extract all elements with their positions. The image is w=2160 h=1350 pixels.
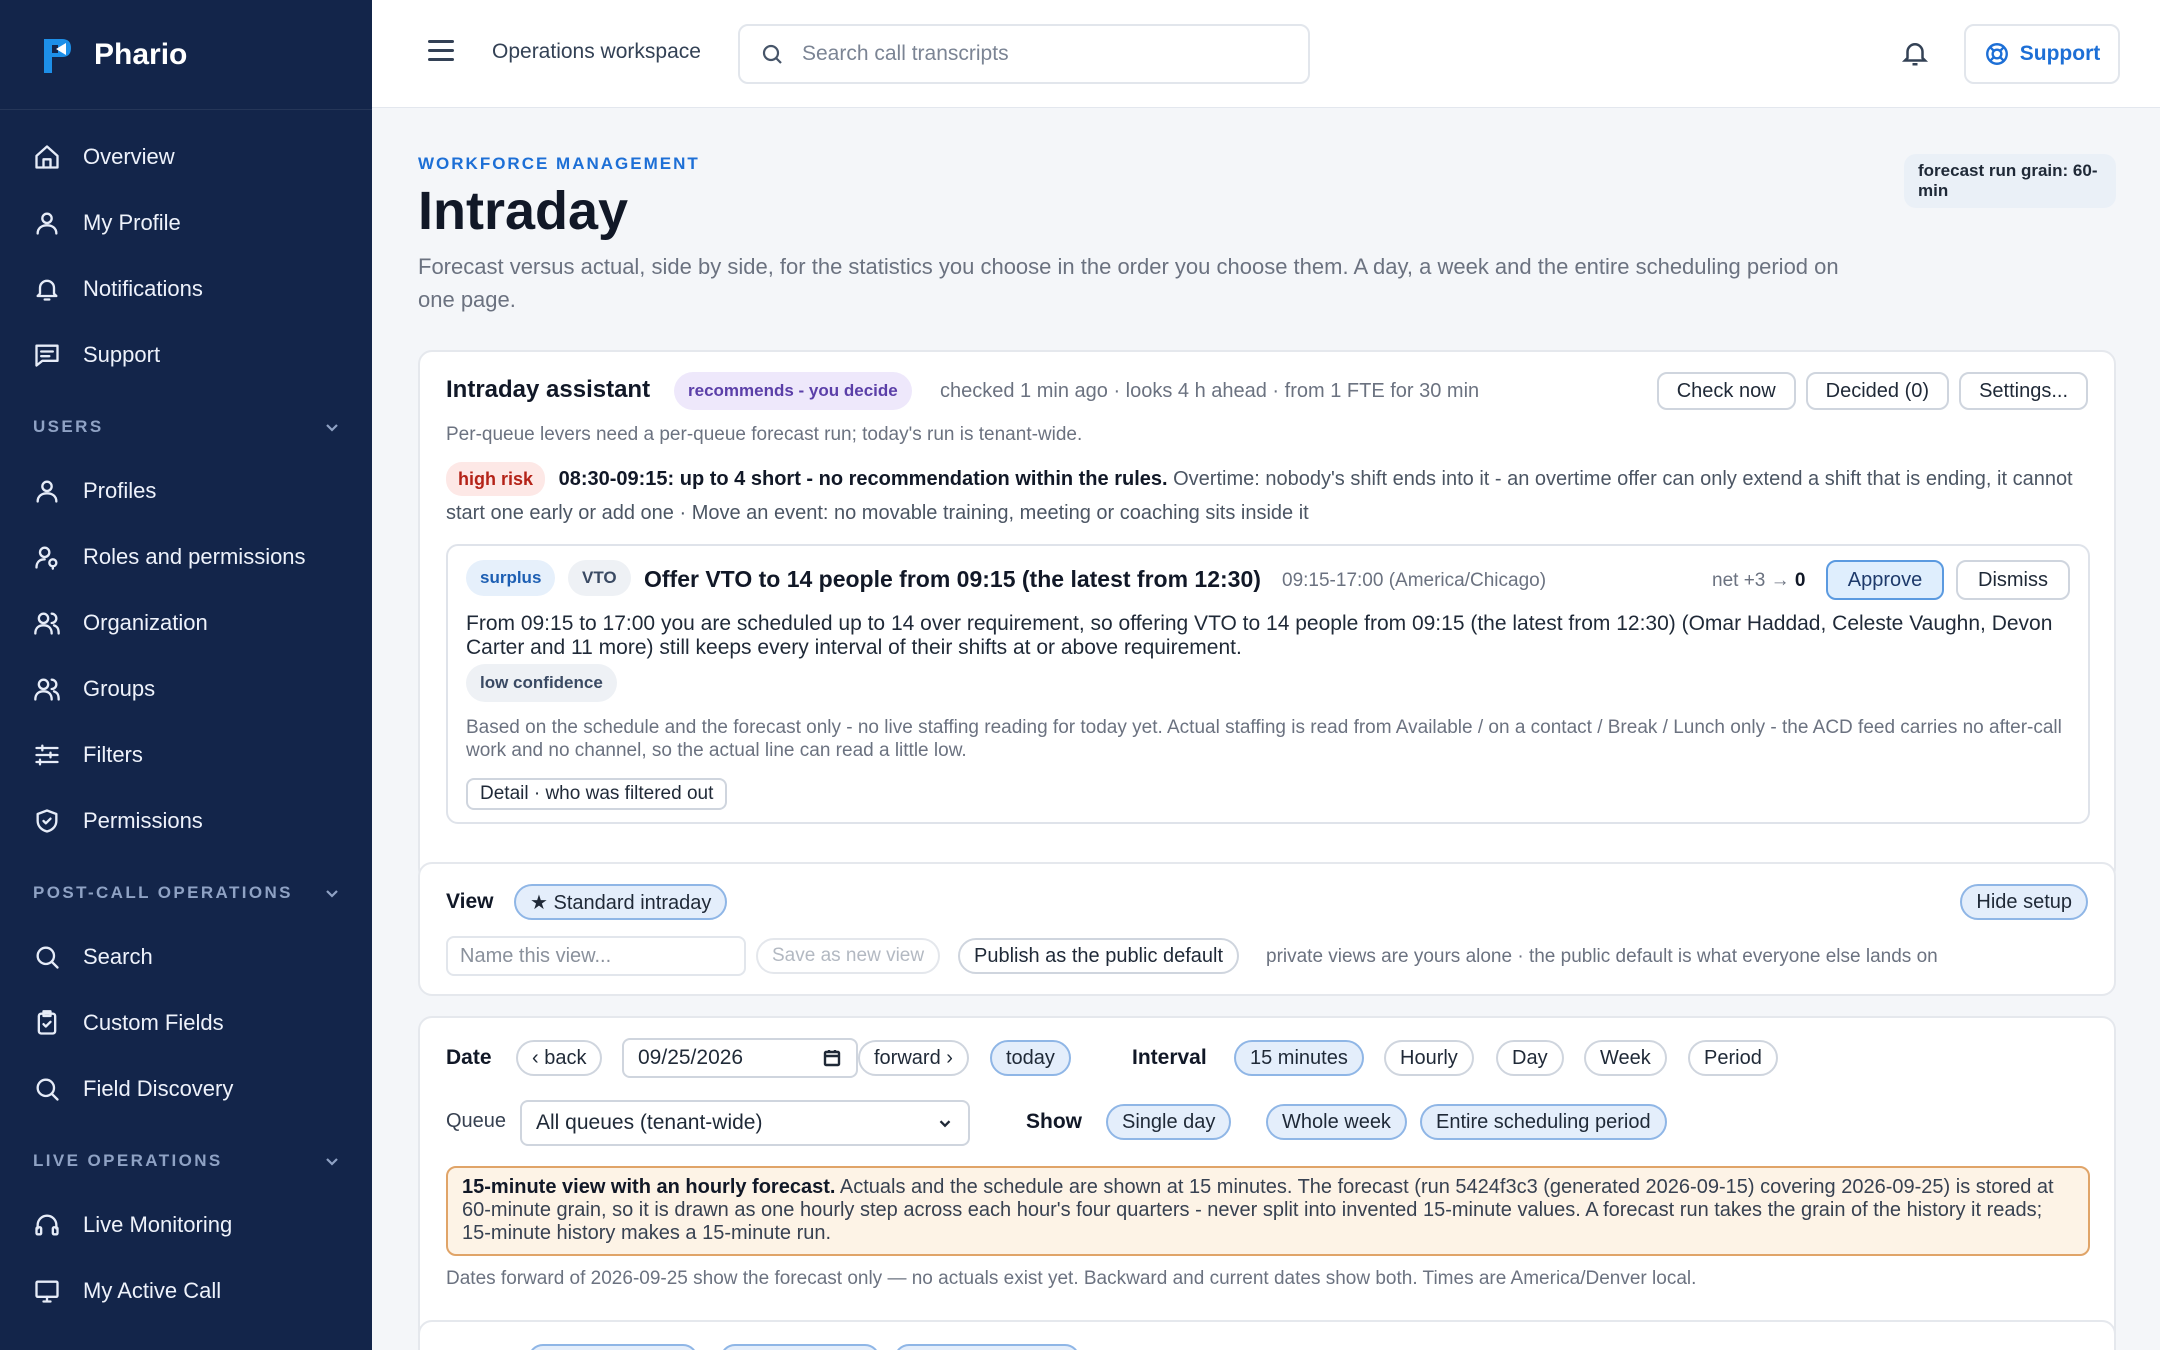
sliders-icon [33,741,61,769]
sidebar-item-live-monitoring[interactable] [0,1192,372,1258]
net-value: 0 [1794,570,1806,591]
publish-default-button[interactable]: Publish as the public default [958,938,1239,974]
chevron-down-icon [322,417,342,437]
user-icon [33,209,61,237]
lifebuoy-icon [1984,41,2010,67]
sidebar [0,0,372,1350]
back-button[interactable]: ‹ back [516,1040,602,1076]
search-input[interactable] [802,42,1282,66]
show-whole-week[interactable]: Whole week [1266,1104,1407,1140]
risk-badge: high risk [446,462,545,496]
net-prefix: net +3 → [1712,570,1795,591]
recommendation-title: Offer VTO to 14 people from 09:15 (the latest from 12:30) [644,566,1261,592]
interval-label: Interval [1132,1046,1207,1069]
page-title: Intraday [418,181,629,241]
sidebar-item-custom-fields[interactable] [0,990,372,1056]
sidebar-item-label: Notifications [83,276,203,301]
risk-headline: 08:30-09:15: up to 4 short - no recommendation within the rules. [558,468,1168,490]
users-icon [33,609,61,637]
sidebar-item-label: Filters [83,742,143,767]
clipboard-icon [33,1009,61,1037]
date-label: Date [446,1046,492,1069]
recommendation-time-range: 09:15-17:00 (America/Chicago) [1282,570,1547,591]
next-card-pill[interactable] [720,1344,880,1350]
app-name: Phario [94,37,188,71]
recommendation-card [446,544,2090,824]
recommendation-net [1712,570,1806,592]
user-icon [33,477,61,505]
notifications-bell-icon[interactable] [1900,38,1930,68]
approve-button[interactable]: Approve [1826,560,1944,600]
next-card-pill[interactable] [894,1344,1080,1350]
interval-week[interactable]: Week [1584,1040,1667,1076]
support-label: Support [2019,42,2101,65]
section-title: LIVE OPERATIONS [33,1151,223,1170]
settings-button[interactable]: Settings... [1959,372,2088,410]
search-icon [760,42,784,66]
intraday-assistant-card [418,350,2116,882]
sidebar-item-label: Organization [83,610,208,635]
monitor-icon [33,1277,61,1305]
chevron-down-icon [322,1151,342,1171]
sidebar-item-roles-and-permissions[interactable] [0,524,372,590]
calendar-icon [822,1048,842,1068]
sidebar-item-my-active-call[interactable] [0,1258,372,1324]
notice-title: 15-minute view with an hourly forecast. [462,1176,836,1198]
search-icon [33,943,61,971]
sidebar-item-label: Permissions [83,808,203,833]
sidebar-item-profiles[interactable] [0,458,372,524]
assistant-meta: checked 1 min ago · looks 4 h ahead · from 1 FTE for 30 min [940,380,1480,402]
date-input[interactable] [622,1038,858,1078]
hide-setup-button[interactable]: Hide setup [1960,884,2088,920]
page-eyebrow: WORKFORCE MANAGEMENT [418,154,700,173]
notice-text: Actuals and the schedule are shown at 15 minutes. The forecast (run 5424f3c3 (generated 2026-09-15) covering 2026-09-25) is stored at 60-minute grain, so it is drawn as one hourly step across each hour's four quarters - never split into invented 15-minute values. A forecast run takes the grain of the history it reads; 15-minute history makes a 15-minute run. [462,1176,2054,1244]
view-label: View [446,890,494,913]
sidebar-item-label: Groups [83,676,156,701]
show-entire-period[interactable]: Entire scheduling period [1420,1104,1667,1140]
sidebar-item-label: My Active Call [83,1278,222,1303]
view-name-input[interactable] [446,936,746,976]
assistant-title: Intraday assistant [446,376,651,403]
grain-notice [446,1166,2090,1256]
workspace-label[interactable]: Operations workspace [492,40,701,63]
date-controls-card [418,1016,2116,1350]
sidebar-item-notifications[interactable] [0,256,372,322]
save-as-new-view-button[interactable]: Save as new view [756,938,940,974]
sidebar-item-label: Search [83,944,153,969]
risk-alert [446,462,2096,530]
show-label: Show [1026,1110,1082,1133]
sidebar-item-support[interactable] [0,322,372,388]
bell-icon [33,275,61,303]
assistant-mode-badge: recommends - you decide [674,372,912,410]
assistant-actions [1657,372,2088,410]
brand[interactable] [0,0,372,110]
vto-tag: VTO [568,560,631,596]
date-note: Dates forward of 2026-09-25 show the forecast only — no actuals exist yet. Backward and current dates show both. Times are America/Denver local. [446,1268,1697,1289]
section-title: USERS [33,417,104,436]
sidebar-item-groups[interactable] [0,656,372,722]
sidebar-item-label: My Profile [83,210,181,235]
detail-filtered-out-button[interactable]: Detail · who was filtered out [466,778,727,810]
interval-hourly[interactable]: Hourly [1384,1040,1474,1076]
interval-15-minutes[interactable]: 15 minutes [1234,1040,1364,1076]
recommendation-note: Based on the schedule and the forecast only - no live staffing reading for today yet. Actual staffing is read from Available / on a contact / Break / Lunch only - the ACD feed carries no after-call work and no channel, so the actual line can read a little low. [466,717,2062,761]
today-button[interactable]: today [990,1040,1071,1076]
chat-icon [33,341,61,369]
interval-day[interactable]: Day [1496,1040,1564,1076]
queue-label: Queue [446,1110,507,1132]
topbar [372,0,2160,108]
view-card [418,862,2116,996]
page-subtitle: Forecast versus actual, side by side, for the statistics you choose in the order you choose them. A day, a week and the entire scheduling period on one page. [418,254,1839,312]
show-single-day[interactable]: Single day [1106,1104,1231,1140]
queue-value: All queues (tenant-wide) [536,1111,763,1134]
home-icon [33,143,61,171]
chevron-down-icon [322,883,342,903]
sidebar-section-post-call-operations[interactable] [0,862,372,924]
forecast-grain-badge: forecast run grain: 60-min [1904,154,2116,208]
sidebar-item-my-profile[interactable] [0,190,372,256]
sidebar-item-permissions[interactable] [0,788,372,854]
headphones-icon [33,1211,61,1239]
current-view-pill[interactable]: ★ Standard intraday [514,884,727,920]
sidebar-item-label: Roles and permissions [83,544,306,569]
sidebar-item-label: Profiles [83,478,157,503]
next-card-pill[interactable] [528,1344,698,1350]
sidebar-item-overview[interactable] [0,124,372,190]
sidebar-item-label: Field Discovery [83,1076,234,1101]
support-button[interactable] [1964,24,2120,84]
risk-detail: Overtime: nobody's shift ends into it - an overtime offer can only extend a shift that is ending, it cannot start one early or add one · Move an event: no movable training, meeting or coaching sits inside it [446,468,2073,524]
decided-button[interactable]: Decided (0) [1806,372,1949,410]
search-field[interactable] [738,24,1310,84]
recommendation-body: From 09:15 to 17:00 you are scheduled up to 14 over requirement, so offering VTO to 14 people from 09:15 (the latest from 12:30) (Omar Haddad, Celeste Vaughn, Devon Carter and 11 more) still keeps every interval of their shifts at or above requirement. [466,612,2053,659]
surplus-tag: surplus [466,560,555,596]
dismiss-button[interactable]: Dismiss [1956,560,2070,600]
views-note: private views are yours alone · the public default is what everyone else lands on [1266,946,1938,967]
sidebar-item-label: Live Monitoring [83,1212,233,1237]
section-title: POST-CALL OPERATIONS [33,883,293,902]
confidence-badge: low confidence [466,664,617,702]
interval-period[interactable]: Period [1688,1040,1778,1076]
next-card [418,1320,2116,1350]
chevron-down-icon [936,1114,954,1132]
forward-button[interactable]: forward › [858,1040,969,1076]
sidebar-item-filters[interactable] [0,722,372,788]
sidebar-item-organization[interactable] [0,590,372,656]
sidebar-item-label: Overview [83,144,175,169]
date-value: 09/25/2026 [638,1046,744,1069]
sidebar-item-label: Custom Fields [83,1010,224,1035]
sidebar-section-live-operations[interactable] [0,1130,372,1192]
phario-logo-icon [40,35,74,75]
sidebar-section-users[interactable] [0,396,372,458]
search-icon [33,1075,61,1103]
user-key-icon [33,543,61,571]
check-now-button[interactable]: Check now [1657,372,1796,410]
users-icon [33,675,61,703]
shield-icon [33,807,61,835]
menu-icon[interactable] [428,40,454,66]
sidebar-item-field-discovery[interactable] [0,1056,372,1122]
sidebar-item-label: Support [83,342,161,367]
assistant-note: Per-queue levers need a per-queue forecast run; today's run is tenant-wide. [446,424,1083,445]
queue-select[interactable] [520,1100,970,1146]
sidebar-item-search[interactable] [0,924,372,990]
